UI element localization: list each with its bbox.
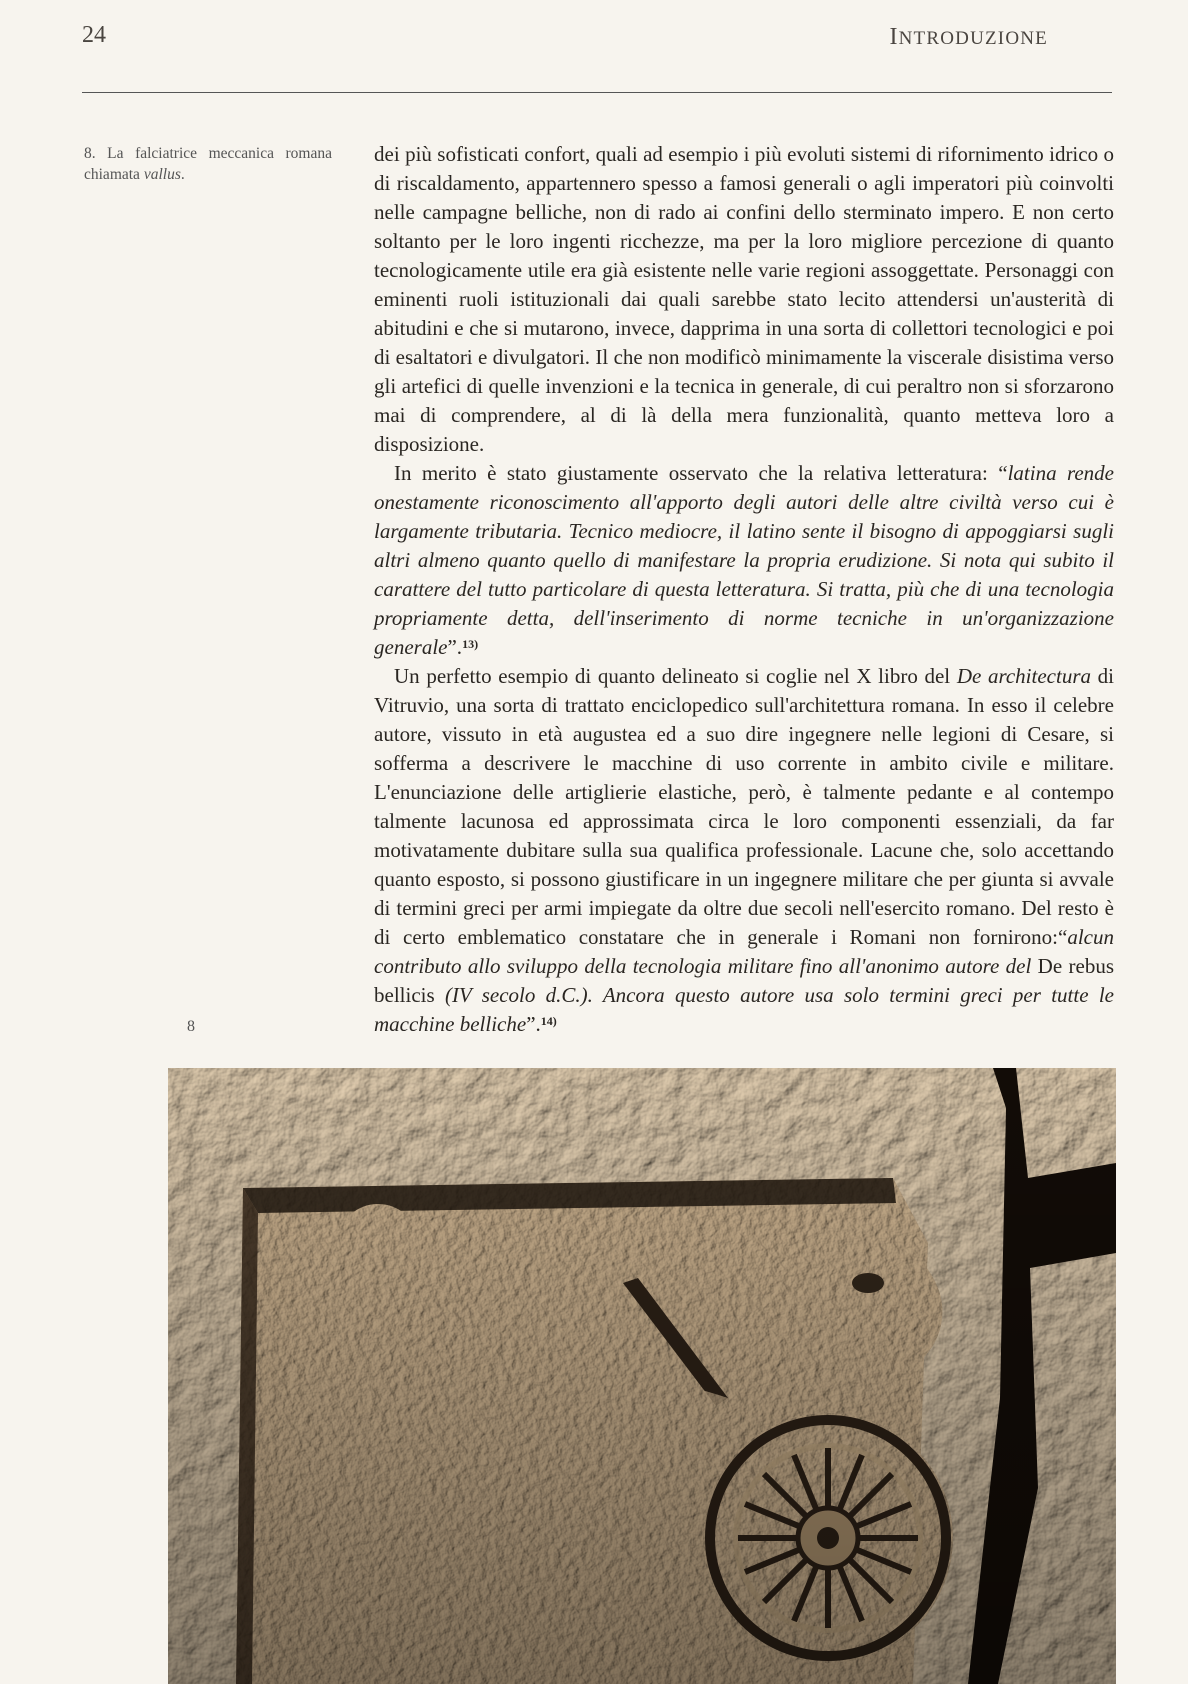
p3-roman-title: De rebus bellicis [374,954,1114,1007]
p2-quote: latina rende onestamente riconoscimento all'apporto degli autori delle altre civiltà verso cui è largamente tributaria. Tecnico mediocre, il latino sente il bisogno di appoggiarsi sugli altri almeno quanto quello di manifestare la propria erudizione. Si nota qui subito il carattere del tutto particolare di questa letteratura. Si tratta, più che di una tecnologia propriamente detta, dell'inserimento di norme tecniche in un'organizzazione generale [374,461,1114,659]
caption-text: 8. La falciatrice meccanica romana chiamata [84,145,332,183]
p2-end: ”. [447,635,463,659]
caption-italic-term: vallus [143,165,181,183]
figure-number: 8 [187,1018,195,1035]
running-head-rest: NTRODUZIONE [898,28,1048,49]
figure-caption [84,144,332,186]
paragraph-3 [374,662,1114,1039]
p3-end: ”. [526,1012,541,1036]
paragraph-2 [374,459,1114,662]
body-text [374,140,1114,1039]
running-head [889,24,1048,51]
photo-shading [168,1068,1116,1684]
relief-photo [168,1068,1116,1684]
p3-text-b: di Vitruvio, una sorta di trattato enciclopedico sull'architettura romana. In esso il celebre autore, vissuto in età augustea ed a suo dire ingegnere nelle legioni di Cesare, si sofferma a descrivere le macchine di uso corrente in ambito civile e militare. L'enunciazione delle artiglierie elastiche, però, è talmente pedante e al contempo talmente lacunosa ed approssimata circa le loro componenti essenziali, da far motivatamente dubitare sulla sua qualifica professionale. Lacune che, solo accettando quanto esposto, si possono giustificare in un ingegnere militare che per giunta si avvale di termini greci per armi impiegate da oltre due secoli nell'esercito romano. Del resto è di certo emblematico constatare che in generale i Romani non fornirono:“ [374,664,1114,949]
running-head-initial: I [889,24,899,50]
p3-quote-2: (IV secolo d.C.). Ancora questo autore usa solo termini greci per tutte le macchine belliche [374,983,1114,1036]
p3-book-title: De architectura [956,664,1091,688]
footnote-ref-13: 13) [462,637,479,651]
footnote-ref-14: 14) [540,1014,557,1028]
header-rule [82,92,1112,93]
caption-suffix: . [180,165,185,183]
page-number: 24 [82,22,106,48]
paragraph-1: dei più sofisticati confort, quali ad esempio i più evoluti sistemi di rifornimento idrico o di riscaldamento, appartennero spesso a famosi generali o agli imperatori più coinvolti nelle campagne belliche, non di rado ai confini dello sterminato impero. E non certo soltanto per le loro ingenti ricchezze, ma per la loro migliore percezione di quanto tecnologicamente utile era già esistente nelle varie regioni assoggettate. Personaggi con eminenti ruoli istituzionali dai quali sarebbe stato lecito attendersi un'austerità di abitudini e che si mutarono, invece, dapprima in una sorta di collettori tecnologici e poi di esaltatori e divulgatori. Il che non modificò minimamente la viscerale disistima verso gli artefici di quelle invenzioni e la tecnica in generale, di cui peraltro non si sforzarono mai di comprendere, al di là della mera funzionalità, quanto metteva loro a disposizione. [374,142,1114,456]
p2-intro: In merito è stato giustamente osservato che la relativa letteratura: “ [394,461,1008,485]
relief-illustration [168,1068,1116,1684]
p3-quote-1: alcun contributo allo sviluppo della tecnologia militare fino all'anonimo autore del [374,925,1114,978]
p3-text-a: Un perfetto esempio di quanto delineato si coglie nel X libro del [394,664,957,688]
